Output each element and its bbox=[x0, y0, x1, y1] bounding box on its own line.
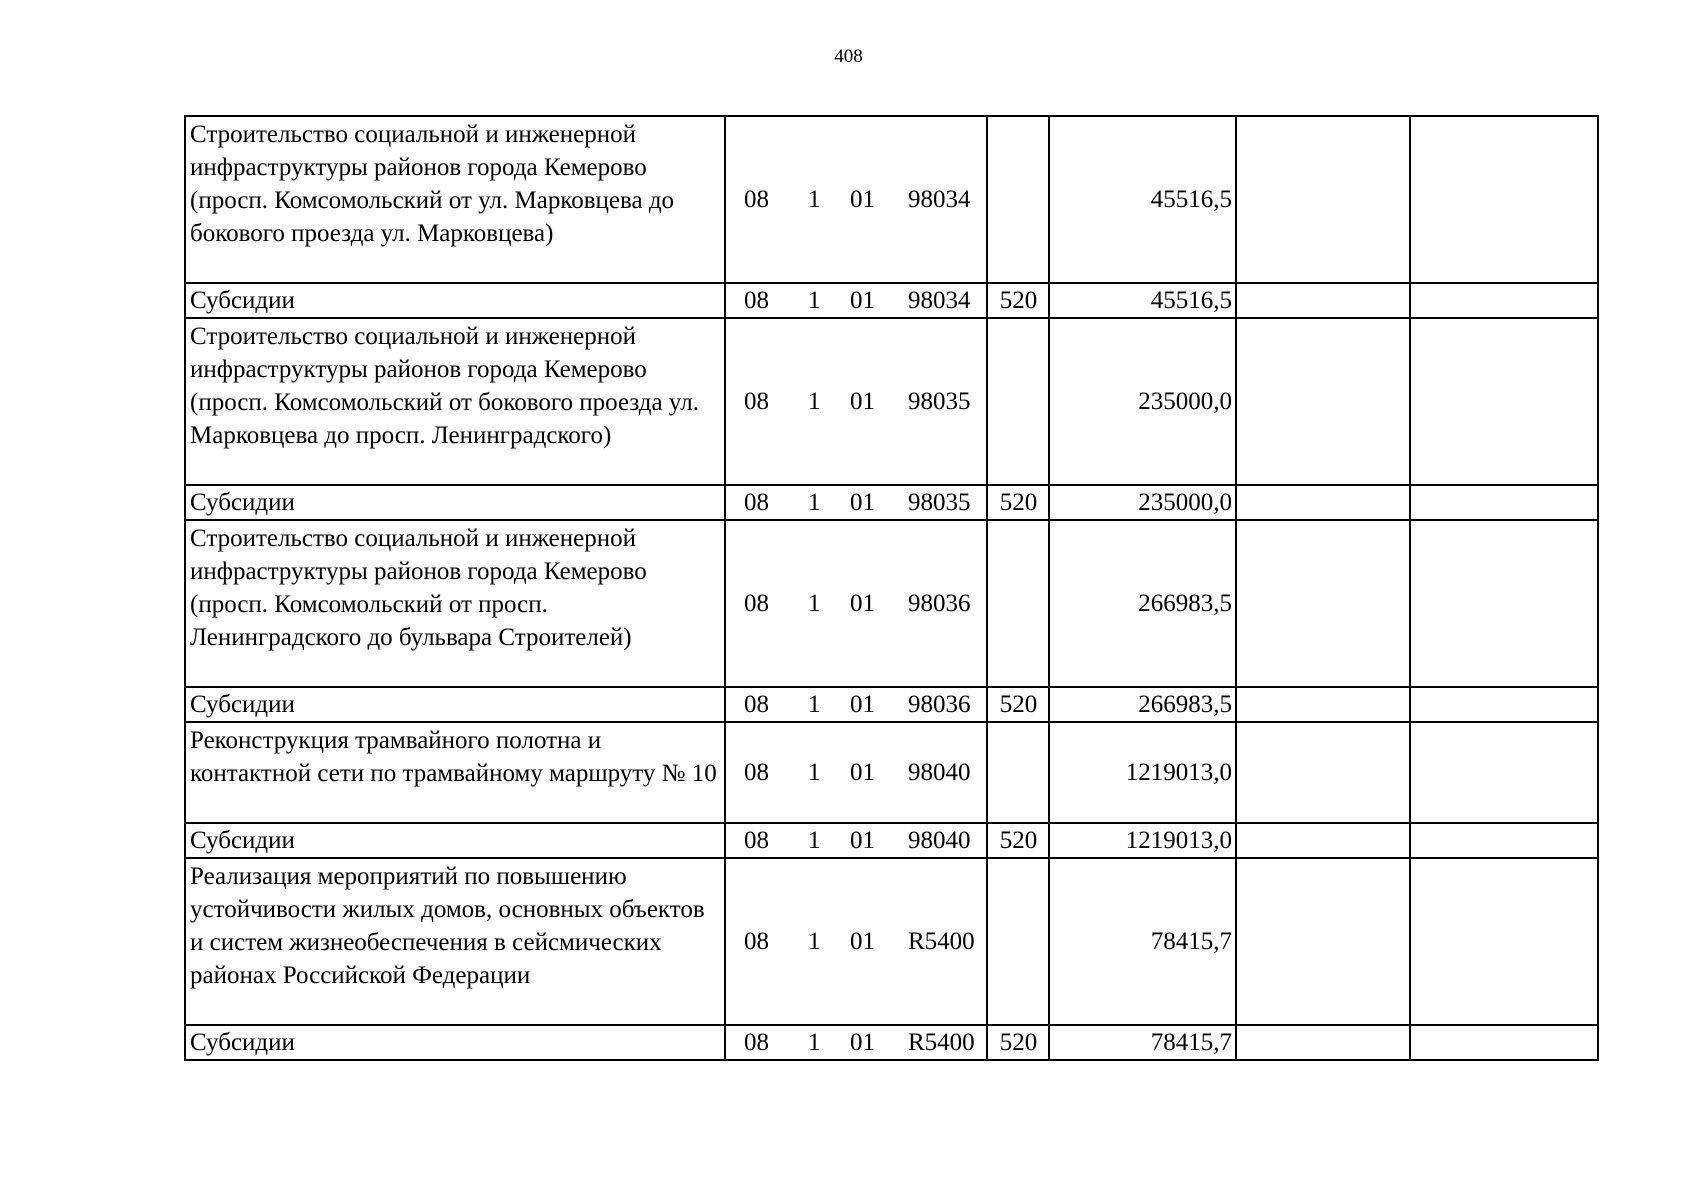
expense-type-cell: 520 bbox=[987, 283, 1049, 318]
direction-code: 98036 bbox=[908, 590, 971, 617]
section-code: 08 bbox=[744, 186, 769, 213]
budget-table-body bbox=[185, 116, 1598, 1060]
col7-cell bbox=[1236, 485, 1410, 520]
subprogram-code: 01 bbox=[850, 928, 875, 955]
section-code: 08 bbox=[744, 489, 769, 516]
code-group bbox=[730, 824, 983, 857]
program-code: 1 bbox=[808, 489, 821, 516]
col8-cell bbox=[1410, 520, 1598, 687]
table-row bbox=[185, 116, 1598, 283]
subprogram-code: 01 bbox=[850, 489, 875, 516]
row-code-cell bbox=[725, 687, 987, 722]
amount-cell: 266983,5 bbox=[1049, 687, 1236, 722]
program-code: 1 bbox=[808, 186, 821, 213]
amount-cell: 235000,0 bbox=[1049, 485, 1236, 520]
amount-cell: 1219013,0 bbox=[1049, 823, 1236, 858]
expense-type-cell bbox=[987, 858, 1049, 1025]
table-row bbox=[185, 823, 1598, 858]
direction-code: R5400 bbox=[908, 1029, 975, 1056]
row-name-cell: Реализация мероприятий по повышению устойчивости жилых домов, основных объектов и систем жизнеобеспечения в сейсмических районах Российской Федерации bbox=[185, 858, 725, 1025]
direction-code: 98034 bbox=[908, 287, 971, 314]
code-group bbox=[730, 587, 983, 620]
row-code-cell bbox=[725, 116, 987, 283]
row-code-cell bbox=[725, 283, 987, 318]
col7-cell bbox=[1236, 116, 1410, 283]
code-group bbox=[730, 925, 983, 958]
program-code: 1 bbox=[808, 691, 821, 718]
row-code-cell bbox=[725, 1025, 987, 1060]
section-code: 08 bbox=[744, 287, 769, 314]
table-row bbox=[185, 520, 1598, 687]
col8-cell bbox=[1410, 485, 1598, 520]
program-code: 1 bbox=[808, 1029, 821, 1056]
program-code: 1 bbox=[808, 388, 821, 415]
expense-type-cell bbox=[987, 722, 1049, 823]
program-code: 1 bbox=[808, 287, 821, 314]
expense-type-cell: 520 bbox=[987, 823, 1049, 858]
subprogram-code: 01 bbox=[850, 287, 875, 314]
col8-cell bbox=[1410, 116, 1598, 283]
direction-code: 98040 bbox=[908, 827, 971, 854]
subprogram-code: 01 bbox=[850, 759, 875, 786]
col7-cell bbox=[1236, 722, 1410, 823]
subprogram-code: 01 bbox=[850, 590, 875, 617]
table-row bbox=[185, 485, 1598, 520]
section-code: 08 bbox=[744, 928, 769, 955]
amount-cell: 45516,5 bbox=[1049, 116, 1236, 283]
direction-code: 98040 bbox=[908, 759, 971, 786]
row-code-cell bbox=[725, 823, 987, 858]
section-code: 08 bbox=[744, 1029, 769, 1056]
code-group bbox=[730, 486, 983, 519]
code-group bbox=[730, 284, 983, 317]
direction-code: 98035 bbox=[908, 388, 971, 415]
direction-code: 98035 bbox=[908, 489, 971, 516]
row-code-cell bbox=[725, 485, 987, 520]
page-number: 408 bbox=[834, 46, 863, 67]
col7-cell bbox=[1236, 858, 1410, 1025]
col8-cell bbox=[1410, 858, 1598, 1025]
col7-cell bbox=[1236, 520, 1410, 687]
col8-cell bbox=[1410, 823, 1598, 858]
row-name-cell: Субсидии bbox=[185, 1025, 725, 1060]
row-name-cell: Строительство социальной и инженерной инфраструктуры районов города Кемерово (просп. Комсомольский от просп. Ленинградского до бульвара Строителей) bbox=[185, 520, 725, 687]
code-group bbox=[730, 756, 983, 789]
subprogram-code: 01 bbox=[850, 691, 875, 718]
section-code: 08 bbox=[744, 827, 769, 854]
table-row bbox=[185, 722, 1598, 823]
direction-code: 98034 bbox=[908, 186, 971, 213]
col8-cell bbox=[1410, 687, 1598, 722]
col7-cell bbox=[1236, 318, 1410, 485]
section-code: 08 bbox=[744, 590, 769, 617]
subprogram-code: 01 bbox=[850, 827, 875, 854]
row-name-cell: Строительство социальной и инженерной инфраструктуры районов города Кемерово (просп. Комсомольский от бокового проезда ул. Марковцева до просп. Ленинградского) bbox=[185, 318, 725, 485]
code-group bbox=[730, 183, 983, 216]
expense-type-cell bbox=[987, 116, 1049, 283]
table-row bbox=[185, 687, 1598, 722]
amount-cell: 266983,5 bbox=[1049, 520, 1236, 687]
row-name-cell: Субсидии bbox=[185, 485, 725, 520]
section-code: 08 bbox=[744, 388, 769, 415]
expense-type-cell: 520 bbox=[987, 687, 1049, 722]
row-name-cell: Реконструкция трамвайного полотна и контактной сети по трамвайному маршруту № 10 bbox=[185, 722, 725, 823]
row-code-cell bbox=[725, 858, 987, 1025]
code-group bbox=[730, 1026, 983, 1059]
table-row bbox=[185, 318, 1598, 485]
amount-cell: 45516,5 bbox=[1049, 283, 1236, 318]
program-code: 1 bbox=[808, 928, 821, 955]
col8-cell bbox=[1410, 722, 1598, 823]
budget-table bbox=[184, 115, 1599, 1061]
table-row bbox=[185, 283, 1598, 318]
col8-cell bbox=[1410, 1025, 1598, 1060]
row-name-cell: Субсидии bbox=[185, 687, 725, 722]
expense-type-cell bbox=[987, 520, 1049, 687]
table-row bbox=[185, 1025, 1598, 1060]
program-code: 1 bbox=[808, 590, 821, 617]
code-group bbox=[730, 385, 983, 418]
expense-type-cell bbox=[987, 318, 1049, 485]
subprogram-code: 01 bbox=[850, 186, 875, 213]
col8-cell bbox=[1410, 318, 1598, 485]
direction-code: R5400 bbox=[908, 928, 975, 955]
row-code-cell bbox=[725, 722, 987, 823]
amount-cell: 1219013,0 bbox=[1049, 722, 1236, 823]
row-code-cell bbox=[725, 520, 987, 687]
program-code: 1 bbox=[808, 759, 821, 786]
row-name-cell: Субсидии bbox=[185, 823, 725, 858]
amount-cell: 235000,0 bbox=[1049, 318, 1236, 485]
col7-cell bbox=[1236, 687, 1410, 722]
section-code: 08 bbox=[744, 691, 769, 718]
col7-cell bbox=[1236, 1025, 1410, 1060]
col7-cell bbox=[1236, 283, 1410, 318]
section-code: 08 bbox=[744, 759, 769, 786]
col7-cell bbox=[1236, 823, 1410, 858]
program-code: 1 bbox=[808, 827, 821, 854]
code-group bbox=[730, 688, 983, 721]
subprogram-code: 01 bbox=[850, 1029, 875, 1056]
subprogram-code: 01 bbox=[850, 388, 875, 415]
row-code-cell bbox=[725, 318, 987, 485]
col8-cell bbox=[1410, 283, 1598, 318]
table-row bbox=[185, 858, 1598, 1025]
amount-cell: 78415,7 bbox=[1049, 1025, 1236, 1060]
expense-type-cell: 520 bbox=[987, 1025, 1049, 1060]
row-name-cell: Субсидии bbox=[185, 283, 725, 318]
amount-cell: 78415,7 bbox=[1049, 858, 1236, 1025]
direction-code: 98036 bbox=[908, 691, 971, 718]
row-name-cell: Строительство социальной и инженерной инфраструктуры районов города Кемерово (просп. Комсомольский от ул. Марковцева до бокового проезда ул. Марковцева) bbox=[185, 116, 725, 283]
expense-type-cell: 520 bbox=[987, 485, 1049, 520]
